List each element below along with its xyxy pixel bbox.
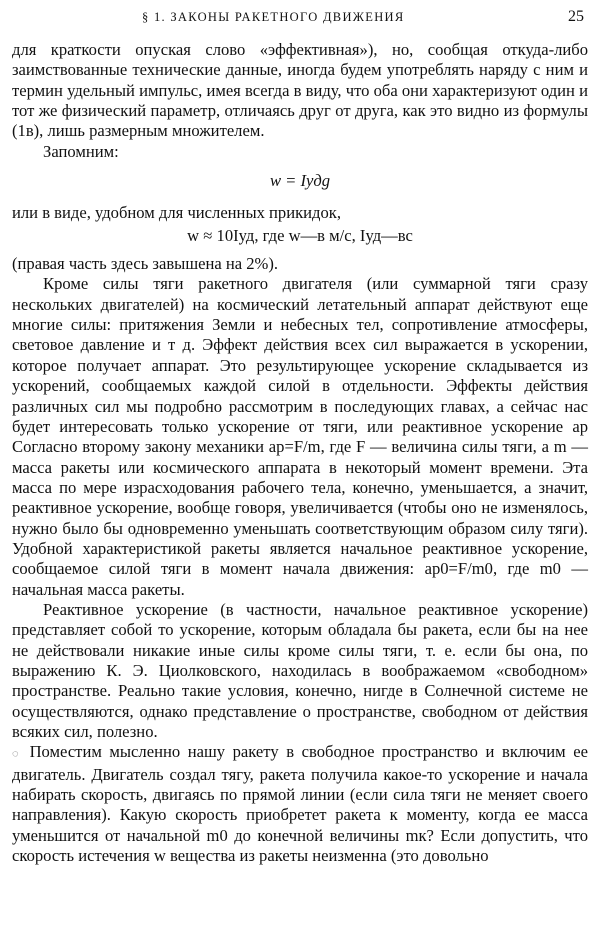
running-title: § 1. ЗАКОНЫ РАКЕТНОГО ДВИЖЕНИЯ xyxy=(142,10,405,24)
formula-exhaust-velocity: w = Iудg xyxy=(269,171,331,191)
paragraph-reactive-acceleration: Кроме силы тяги ракетного двигателя (или суммарной тяги сразу нескольких двигателей) на космический летательный аппарат действуют еще многие силы: притяжения Земли и небесных тел, сопротивление атмосферы, световое давление и т д. Эффект действия всех сил выражается в ускорении, которое получает аппарат. Это результирующее ускорение складывается из ускорений, сообщаемых каждой силой в отдельности. Эффекты действия различных сил мы подробно рассмотрим в последующих главах, а сейчас нас будет интересовать только ускорение от тяги, или реактивное ускорение aр Согласно второму закону механики aр=F/m, где F — величина силы тяги, а m — масса ракеты или космического аппарата в некоторый момент времени. Эта масса по мере израсходования рабочего тела, конечно, уменьшается, а значит, реактивное ускорение, вообще говоря, увеличивается (чтобы оно не изменялось, нужно было бы одновременно уменьшать соответствующим образом силу тяги). Удобной характеристикой ракеты является начальное реактивное ускорение, сообщаемое силой тяги в момент начала движения: aр0=F/m0, где m0 — начальная масса ракеты. xyxy=(12,274,588,599)
paragraph-thought-experiment-text: Поместим мысленно нашу ракету в свободное пространство и включим ее двигатель. Двигатель создал тягу, ракета получила какое-то ускорение и начала набирать скорость, двигаясь по прямой линии (если сила тяги не меняет своего направления). Какую скорость приобретет ракета к моменту, когда ее масса уменьшится от начальной m0 до конечной величины mк? Если допустить, что скорость истечения w вещества из ракеты неизменна (это довольно xyxy=(12,742,588,866)
paragraph-specific-impulse: для краткости опуская слово «эффективная»), но, сообщая откуда-либо заимствованные технические данные, иногда будем употреблять наряду с ним и термин удельный импульс, имея всегда в виду, что оба они характеризуют один и тот же физический параметр, отличаясь друг от друга, как это видно из формулы (1в), лишь размерным множителем. xyxy=(12,40,588,141)
paragraph-free-space: Реактивное ускорение (в частности, начальное реактивное ускорение) представляет собой то ускорение, которым обладала бы ракета, если бы на нее не действовали никакие иные силы кроме силы тяги, т. е. если бы она, по выражению К. Э. Циолковского, находилась в воображаемом «свободном» пространстве. Реально такие условия, конечно, нигде в Солнечной системе не осуществляются, однако представление о пространстве, свободном от действия всяких сил, полезно. xyxy=(12,599,588,741)
paragraph-remember: Запомним: xyxy=(43,141,119,161)
formula-estimate: w ≈ 10Iуд, где w—в м/с, Iуд—вс xyxy=(187,225,413,245)
book-page xyxy=(12,0,588,935)
body-text xyxy=(12,40,588,866)
page-number: 25 xyxy=(568,8,584,25)
paragraph-estimate-intro: или в виде, удобном для численных прикидок, xyxy=(12,203,341,223)
page-header xyxy=(12,10,588,30)
margin-mark: ◌ xyxy=(12,748,22,761)
paragraph-thought-experiment xyxy=(12,742,588,866)
paragraph-overestimate-note: (правая часть здесь завышена на 2%). xyxy=(12,254,279,274)
